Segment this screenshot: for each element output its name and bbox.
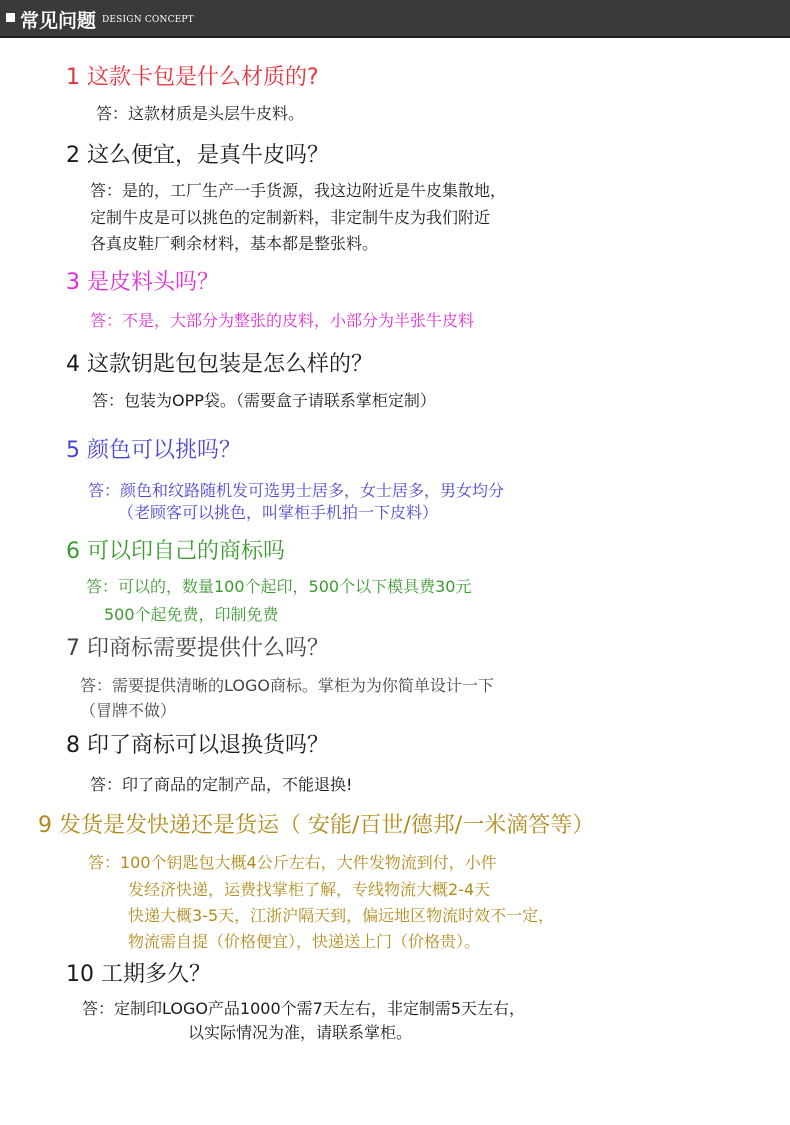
question-8: 8 印了商标可以退换货吗？	[66, 733, 329, 758]
question-6: 6 可以印自己的商标吗	[66, 539, 285, 564]
question-7: 7 印商标需要提供什么吗？	[66, 636, 329, 661]
header-subtitle: DESIGN CONCEPT	[102, 15, 194, 25]
question-1: 1 这款卡包是什么材质的?	[66, 65, 319, 90]
answer-5-line-2: （老顾客可以挑色，叫掌柜手机拍一下皮料）	[118, 503, 439, 522]
question-4: 4 这款钥匙包包装是怎么样的？	[66, 352, 373, 377]
question-2: 2 这么便宜，是真牛皮吗？	[66, 143, 329, 168]
answer-4-line-1: 答：包装为OPP袋。（需要盒子请联系掌柜定制）	[92, 391, 436, 410]
question-10: 10 工期多久？	[66, 962, 211, 987]
question-5: 5 颜色可以挑吗？	[66, 438, 241, 463]
answer-2-line-2: 定制牛皮是可以挑色的定制新料，非定制牛皮为我们附近	[90, 208, 491, 227]
question-3: 3 是皮料头吗？	[66, 270, 219, 295]
answer-6-line-1: 答：可以的，数量100个起印，500个以下模具费30元	[86, 577, 472, 596]
answer-2-line-3: 各真皮鞋厂剩余材料，基本都是整张料。	[90, 234, 379, 253]
answer-5-line-1: 答：颜色和纹路随机发可选男士居多，女士居多，男女均分	[88, 481, 505, 500]
header-title: 常见问题	[20, 10, 97, 32]
answer-9-line-2: 发经济快递，运费找掌柜了解，专线物流大概2-4天	[128, 880, 491, 899]
answer-3-line-1: 答：不是，大部分为整张的皮料，小部分为半张牛皮料	[90, 311, 475, 330]
answer-7-line-1: 答：需要提供清晰的LOGO商标。掌柜为为你简单设计一下	[80, 676, 494, 695]
answer-9-line-4: 物流需自提（价格便宜），快递送上门（价格贵）。	[128, 932, 481, 951]
answer-8-line-1: 答：印了商品的定制产品，不能退换!	[90, 775, 353, 794]
section-header	[0, 0, 790, 38]
answer-7-line-2: （冒牌不做）	[80, 701, 177, 720]
answer-2-line-1: 答：是的，工厂生产一手货源，我这边附近是牛皮集散地，	[90, 181, 507, 200]
answer-6-line-2: 500个起免费，印制免费	[104, 605, 279, 624]
answer-10-line-2: 以实际情况为准，请联系掌柜。	[188, 1023, 413, 1042]
answer-10-line-1: 答：定制印LOGO产品1000个需7天左右，非定制需5天左右，	[82, 999, 526, 1018]
answer-1-line-1: 答：这款材质是头层牛皮料。	[96, 104, 305, 123]
question-9: 9 发货是发快递还是货运（ 安能/百世/德邦/一米滴答等）	[38, 813, 595, 838]
square-bullet-icon	[6, 13, 15, 22]
answer-9-line-3: 快递大概3-5天，江浙沪隔天到，偏远地区物流时效不一定，	[128, 906, 555, 925]
answer-9-line-1: 答：100个钥匙包大概4公斤左右，大件发物流到付，小件	[88, 853, 497, 872]
